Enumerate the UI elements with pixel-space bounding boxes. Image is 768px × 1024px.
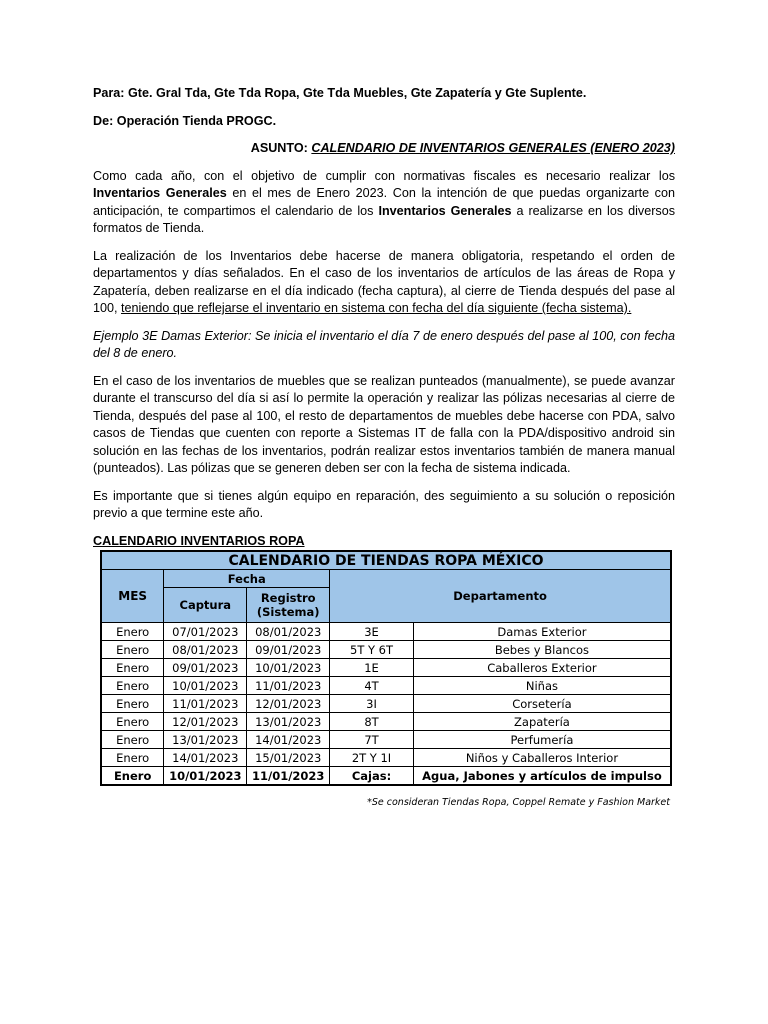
cell-depto: Bebes y Blancos [413, 641, 671, 659]
cell-captura: 09/01/2023 [164, 659, 247, 677]
cell-depto: Damas Exterior [413, 623, 671, 641]
cell-mes: Enero [101, 731, 164, 749]
header-registro [247, 588, 330, 623]
cell-registro: 13/01/2023 [247, 713, 330, 731]
table-row [101, 677, 671, 695]
calendar-table [100, 550, 672, 786]
memo-subject [93, 140, 675, 158]
header-fecha: Fecha [164, 570, 330, 588]
cell-codigo: 5T Y 6T [330, 641, 414, 659]
cell-codigo: 3E [330, 623, 414, 641]
p1-text-c: en el mes de Enero 2023. Con la intención de que puedas organizarte con anticipación, te compartimos el calendario de los [93, 186, 675, 218]
cell-depto: Agua, Jabones y artículos de impulso [413, 767, 671, 786]
memo-to: Para: Gte. Gral Tda, Gte Tda Ropa, Gte Tda Muebles, Gte Zapatería y Gte Suplente. [93, 86, 587, 100]
header-registro-line2: (Sistema) [256, 605, 320, 619]
cell-codigo: 7T [330, 731, 414, 749]
p2-text-a: La realización de los Inventarios debe hacerse de manera obligatoria, respetando el orden de departamentos y días señalados. En el caso de los inventarios de artículos de las áreas de Ropa y Zapatería, deben realizarse en el día indicado (fecha captura), al cierre de Tienda después del pase al 100, [93, 248, 675, 315]
cell-mes: Enero [101, 767, 164, 786]
cell-mes: Enero [101, 749, 164, 767]
cell-mes: Enero [101, 641, 164, 659]
p1-bold-d: Inventarios Generales [378, 203, 512, 218]
cell-depto: Niños y Caballeros Interior [413, 749, 671, 767]
table-footnote: *Se consideran Tiendas Ropa, Coppel Remate y Fashion Market [367, 797, 670, 808]
cell-captura: 10/01/2023 [164, 677, 247, 695]
cell-mes: Enero [101, 623, 164, 641]
table-header-row-1 [101, 570, 671, 588]
cell-depto: Corsetería [413, 695, 671, 713]
cell-captura: 12/01/2023 [164, 713, 247, 731]
cell-depto: Perfumería [413, 731, 671, 749]
cell-captura: 14/01/2023 [164, 749, 247, 767]
cell-codigo: 1E [330, 659, 414, 677]
section-title: CALENDARIO INVENTARIOS ROPA [93, 533, 305, 548]
cell-registro: 15/01/2023 [247, 749, 330, 767]
table-title: CALENDARIO DE TIENDAS ROPA MÉXICO [101, 551, 671, 570]
table-title-row [101, 551, 671, 570]
table-row [101, 731, 671, 749]
cell-mes: Enero [101, 713, 164, 731]
cell-registro: 11/01/2023 [247, 767, 330, 786]
cell-captura: 08/01/2023 [164, 641, 247, 659]
cell-registro: 12/01/2023 [247, 695, 330, 713]
cell-depto: Caballeros Exterior [413, 659, 671, 677]
cell-captura: 10/01/2023 [164, 767, 247, 786]
memo-body [93, 85, 675, 564]
table-row [101, 659, 671, 677]
p1-text-e: a realizarse en los diversos formatos de Tienda. [93, 203, 676, 235]
cell-registro: 11/01/2023 [247, 677, 330, 695]
cell-registro: 14/01/2023 [247, 731, 330, 749]
table-row [101, 695, 671, 713]
cell-registro: 09/01/2023 [247, 641, 330, 659]
memo-from: De: Operación Tienda PROGC. [93, 113, 277, 128]
cell-codigo: 2T Y 1I [330, 749, 414, 767]
cell-captura: 13/01/2023 [164, 731, 247, 749]
cell-codigo: Cajas: [330, 767, 414, 786]
cell-mes: Enero [101, 677, 164, 695]
table-row [101, 623, 671, 641]
subject-label: ASUNTO: [250, 141, 308, 155]
table-body [101, 623, 671, 786]
p1-text-a: Como cada año, con el objetivo de cumplir con normativas fiscales es necesario realizar los [93, 168, 675, 183]
cell-codigo: 3I [330, 695, 414, 713]
cell-depto: Zapatería [413, 713, 671, 731]
paragraph-example: Ejemplo 3E Damas Exterior: Se inicia el inventario el día 7 de enero después del pase al 100, con fecha del 8 de enero. [93, 328, 675, 360]
p2-underlined: teniendo que reflejarse el inventario en sistema con fecha del día siguiente (fecha sistema). [121, 301, 632, 315]
cell-depto: Niñas [413, 677, 671, 695]
cell-captura: 11/01/2023 [164, 695, 247, 713]
header-captura: Captura [164, 588, 247, 623]
header-registro-line1: Registro [260, 591, 316, 605]
paragraph-5: Es importante que si tienes algún equipo en reparación, des seguimiento a su solución o reposición previo a que termine este año. [93, 488, 675, 520]
cell-mes: Enero [101, 659, 164, 677]
cell-mes: Enero [101, 695, 164, 713]
table-row [101, 713, 671, 731]
table-row [101, 641, 671, 659]
paragraph-4: En el caso de los inventarios de muebles que se realizan punteados (manualmente), se puede avanzar durante el transcurso del día si así lo permite la operación y realizar las pólizas necesarias al cierre de Tienda, después del pase al 100, el resto de departamentos de muebles debe hacerse con PDA, salvo casos de Tiendas que cuenten con reporte a Sistemas IT de falla con la PDA/dispositivo android sin solución en las fechas de los inventarios, podrán realizar estos inventarios también de manera manual (punteados). Las pólizas que se generen deben ser con la fecha de sistema indicada. [93, 373, 675, 475]
header-mes: MES [101, 570, 164, 623]
cell-codigo: 8T [330, 713, 414, 731]
paragraph-2 [93, 248, 675, 318]
cell-captura: 07/01/2023 [164, 623, 247, 641]
table-row [101, 749, 671, 767]
cell-registro: 08/01/2023 [247, 623, 330, 641]
table-row [101, 767, 671, 786]
header-departamento: Departamento [330, 570, 671, 623]
subject-text: CALENDARIO DE INVENTARIOS GENERALES (ENERO 2023) [311, 141, 675, 155]
p1-bold-b: Inventarios Generales [93, 186, 227, 200]
cell-codigo: 4T [330, 677, 414, 695]
paragraph-1 [93, 168, 675, 238]
cell-registro: 10/01/2023 [247, 659, 330, 677]
